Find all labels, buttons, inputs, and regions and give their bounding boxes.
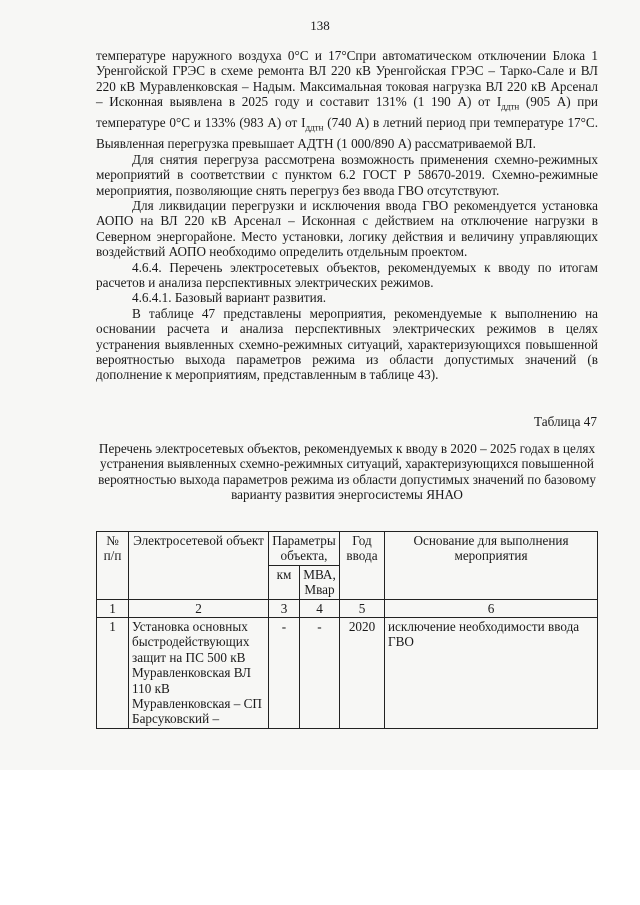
row-km: - (269, 618, 300, 729)
page-number: 138 (310, 18, 330, 33)
section-heading-4-6-4: 4.6.4. Перечень электросетевых объектов, рекомендуемых к вводу по итогам расчетов и анализа перспективных электрических режимов. (96, 259, 598, 290)
column-number: 5 (340, 599, 385, 617)
paragraph-overload-description: температуре наружного воздуха 0°C и 17°Спри автоматическом отключении Блока 1 Уренгойской ГРЭС в схеме ремонта ВЛ 220 кВ Уренгойская ГРЭС – Тарко-Сале и ВЛ 220 кВ Муравленковская – Надым. Максимальная токовая нагрузка ВЛ 220 кВ Арсенал – Исконная выявлена в 2025 году и составит 131% (1 190 А) от $I_{ддтн}$ (905 А) при температуре 0°C и 133% (983 А) от $I_{ддтн}$ (740 А) в летний период при температуре 17°C. Выявленная перегрузка превышает АДТН (1 000/890 А) рассматриваемой ВЛ. (96, 48, 598, 152)
header-num: № п/п (97, 532, 129, 600)
table-label: Таблица 47 (534, 414, 597, 429)
paragraph-regime-measures: Для снятия перегруза рассмотрена возможность применения схемно-режимных мероприятий в соответствии с пунктом 6.2 ГОСТ Р 58670-2019. Схемно-режимные мероприятия, позволяющие снять перегруз без ввода ГВО отсутствуют. (96, 151, 598, 198)
row-year: 2020 (340, 618, 385, 729)
header-reason: Основание для выполнения мероприятия (385, 532, 598, 600)
table-row (97, 618, 598, 729)
column-number: 2 (129, 599, 269, 617)
row-num: 1 (97, 618, 129, 729)
row-reason: исключение необходимости ввода ГВО (385, 618, 598, 729)
header-km: км (269, 565, 300, 599)
row-mva: - (300, 618, 340, 729)
column-number: 1 (97, 599, 129, 617)
column-number: 6 (385, 599, 598, 617)
row-object: Установка основных быстродействующих защит на ПС 500 кВ Муравленковская ВЛ 110 кВ Муравленковская – СП Барсуковский – (129, 618, 269, 729)
paragraph-aopo-recommendation: Для ликвидации перегрузки и исключения ввода ГВО рекомендуется установка АОПО на ВЛ 220 кВ Арсенал – Исконная с действием на отключение нагрузки в Северном энергорайоне. Место установки, логику действия и величину управляющих воздействий АОПО необходимо определить отдельным проектом. (96, 197, 598, 260)
header-object: Электросетевой объект (129, 532, 269, 600)
paragraph-table-intro: В таблице 47 представлены мероприятия, рекомендуемые к выполнению на основании расчета и анализа перспективных электрических режимов в целях устранения выявленных схемно-режимных ситуаций, характеризующихся повышенной вероятностью выхода параметров режима из области допустимых значений (в дополнение к мероприятиям, представленным в таблице 43). (96, 305, 598, 383)
header-params: Параметры объекта, (269, 532, 340, 566)
section-heading-4-6-4-1: 4.6.4.1. Базовый вариант развития. (132, 290, 327, 306)
body-text (96, 48, 598, 383)
column-number: 3 (269, 599, 300, 617)
header-year: Год ввода (340, 532, 385, 600)
measures-table (96, 531, 598, 729)
table-header-row (97, 532, 598, 566)
header-mva: МВА, Мвар (300, 565, 340, 599)
column-number: 4 (300, 599, 340, 617)
table-column-numbers-row (97, 599, 598, 617)
table-title: Перечень электросетевых объектов, рекомендуемых к вводу в 2020 – 2025 годах в целях устранения выявленных схемно-режимных ситуаций, характеризующихся повышенной вероятностью выхода параметров режима из области допустимых значений по базовому варианту развития энергосистемы ЯНАО (98, 441, 596, 503)
